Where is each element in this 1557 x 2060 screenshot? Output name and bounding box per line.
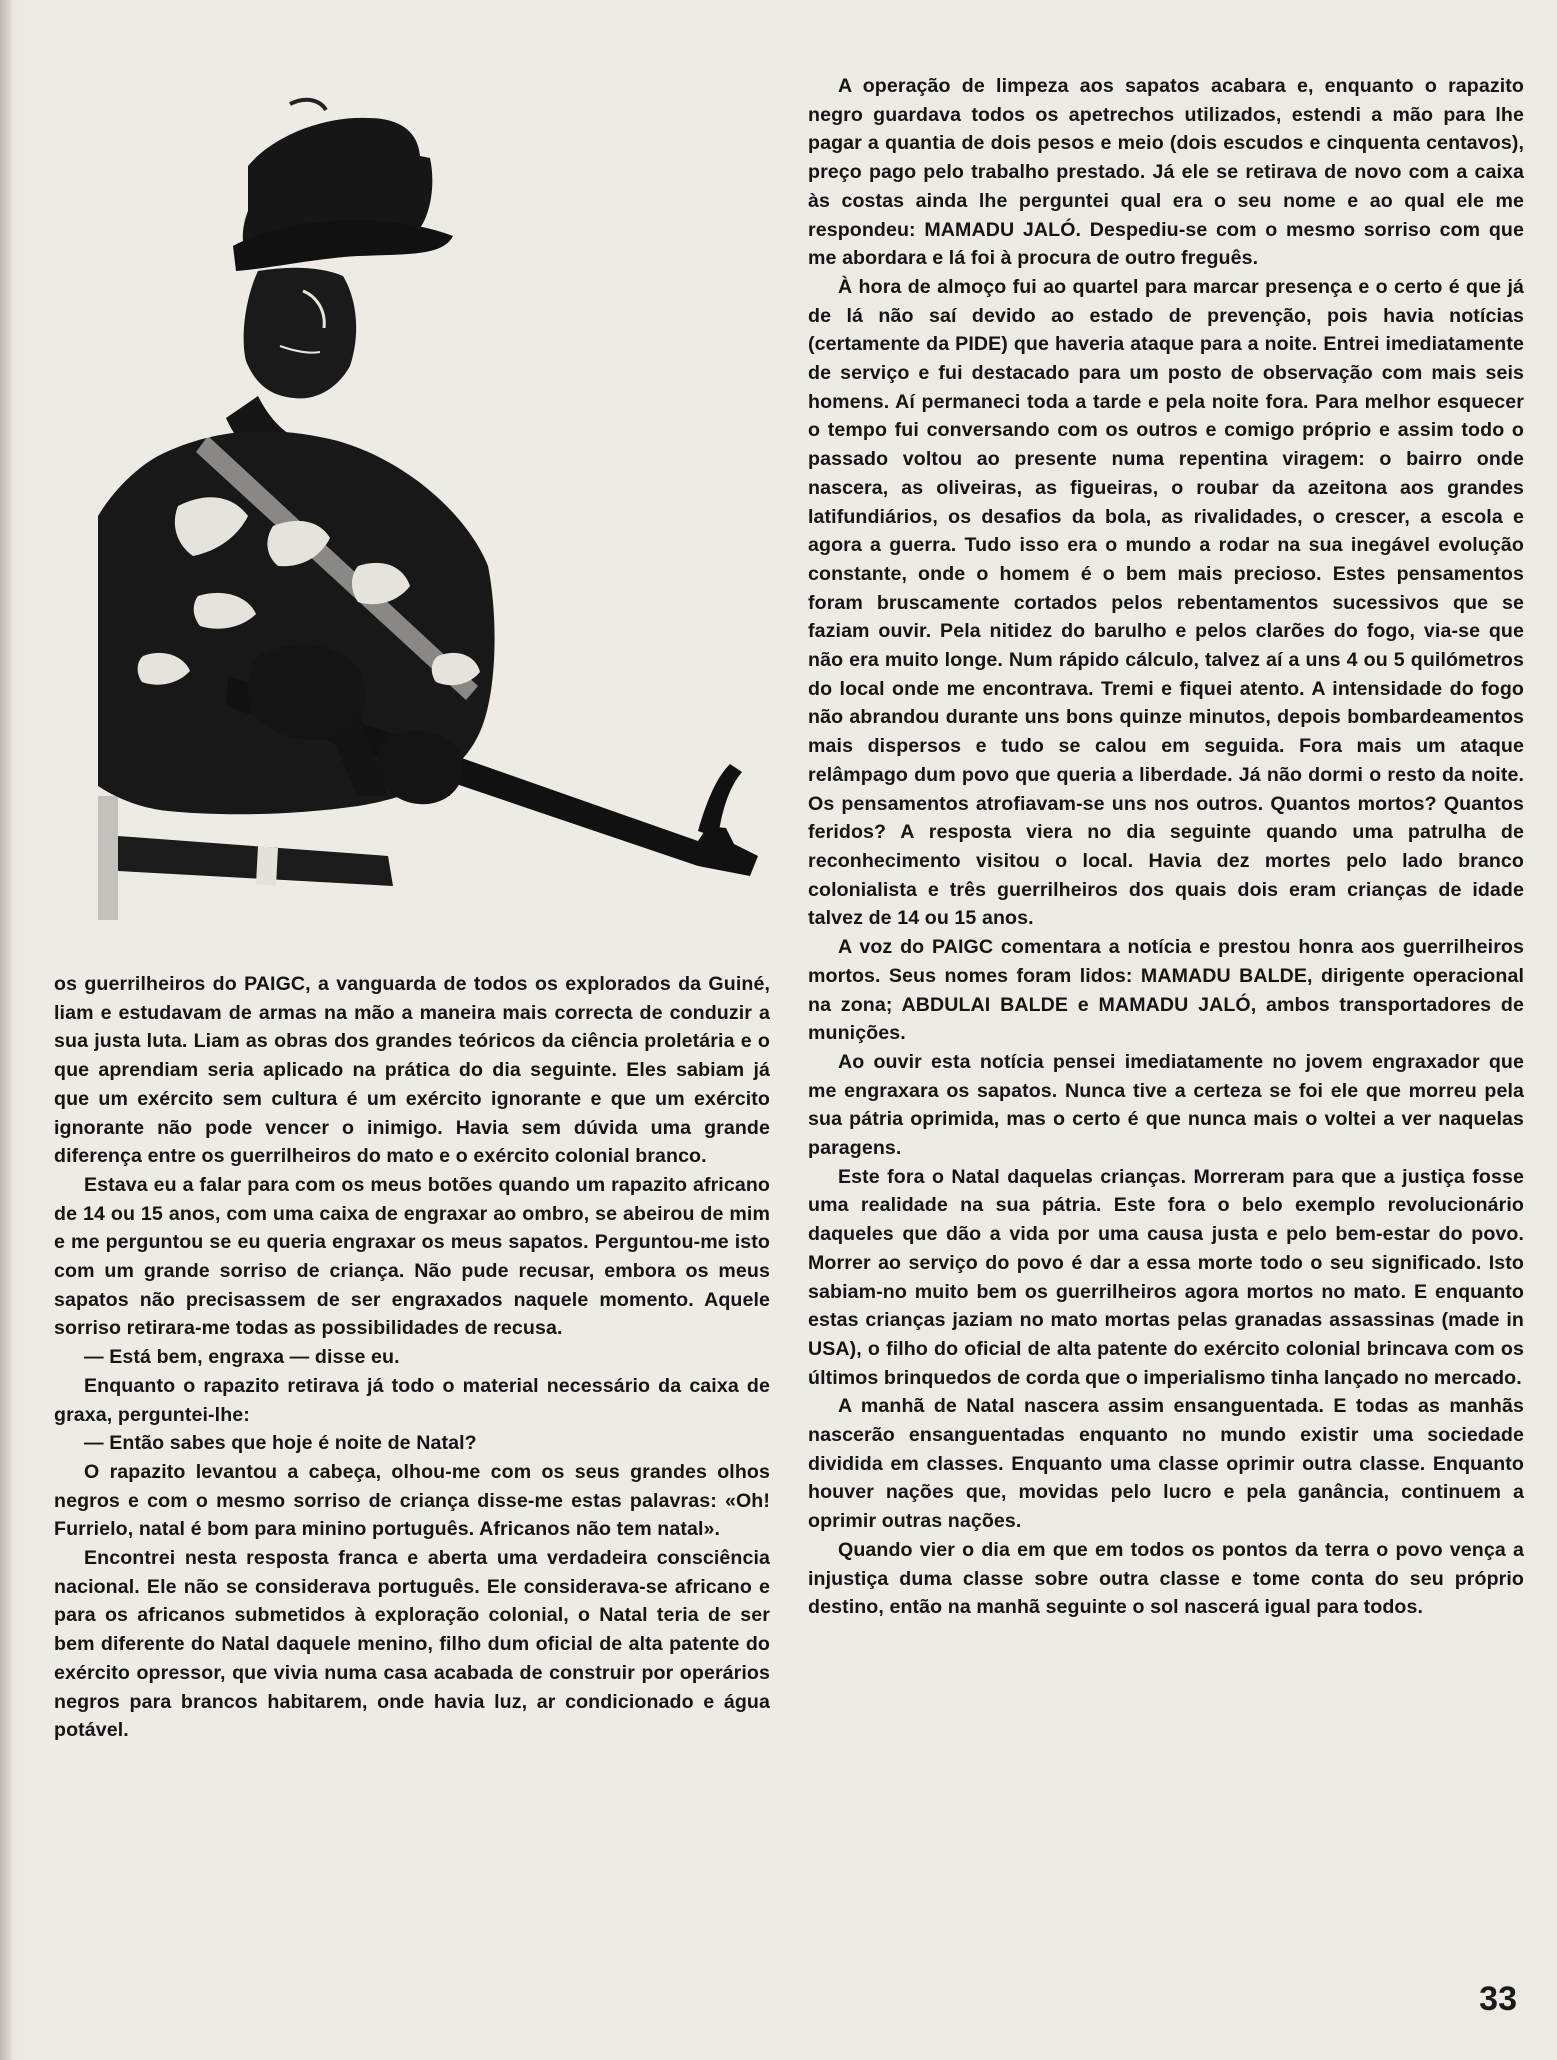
paragraph: Estava eu a falar para com os meus botões quando um rapazito africano de 14 ou 15 anos, com uma caixa de engraxar ao ombro, se abeirou de mim e me perguntou se eu queria engraxar os meus sapatos. Perguntou-me isto com um grande sorriso de criança. Não pude recusar, embora os meus sapatos não precisassem de ser engraxados naquele momento. Aquele sorriso retirara-me todas as possibilidades de recusa. (54, 1173, 770, 1340)
paragraph: Ao ouvir esta notícia pensei imediatamente no jovem engraxador que me engraxara os sapatos. Nunca tive a certeza se foi ele que morreu pela sua pátria oprimida, mas o certo é que nunca mais o voltei a ver naquelas paragens. (808, 1050, 1524, 1160)
paragraph: Encontrei nesta resposta franca e aberta uma verdadeira consciência nacional. Ele não se considerava português. Ele considerava-se africano e para os africanos submetidos à exploração colonial, o Natal teria de ser bem diferente do Natal daquele menino, filho dum oficial de alta patente do exército opressor, que vivia numa casa acabada de construir por operários negros para brancos habitarem, onde havia luz, ar condicionado e água potável. (54, 1547, 770, 1742)
paragraph: A manhã de Natal nascera assim ensanguentada. E todas as manhãs nascerão ensanguentadas enquanto no mundo existir uma sociedade dividida em classes. Enquanto uma classe oprimir outra classe. Enquanto houver nações que, movidas pelo lucro e pela ganância, continuem a oprimir outras nações. (808, 1395, 1524, 1533)
paragraph: Enquanto o rapazito retirava já todo o material necessário da caixa de graxa, perguntei-lhe: (54, 1374, 770, 1426)
dialogue-line: — Então sabes que hoje é noite de Natal? (84, 1432, 477, 1455)
paragraph: À hora de almoço fui ao quartel para marcar presença e o certo é que já de lá não saí devido ao estado de prevenção, pois havia notícias (certamente da PIDE) que haveria ataque para a noite. Entrei imediatamente de serviço e fui destacado para um posto de observação com mais seis homens. Aí permaneci toda a tarde e pela noite fora. Para melhor esquecer o tempo fui conversando com os outros e comigo próprio e assim todo o passado voltou ao presente numa repentina viragem: o bairro onde nascera, as oliveiras, as figueiras, o roubar da azeitona aos grandes latifundiários, os desafios da bola, as rivalidades, o crescer, a escola e agora a guerra. Tudo isso era o mundo a rodar na sua inegável evolução constante, onde o homem é o bem mais precioso. Estes pensamentos foram bruscamente cortados pelos rebentamentos sucessivos que se faziam ouvir. Pela nitidez do barulho e pelos clarões do fogo, via-se que não era muito longe. Num rápido cálculo, talvez aí a uns 4 ou 5 quilómetros do local onde me encontrava. Tremi e fiquei atento. A intensidade do fogo não abrandou durante uns bons quinze minutos, depois bombardeamentos mais dispersos e tudo se calou em seguida. Fora mais um ataque relâmpago dum povo que queria a liberdade. Já não dormi o resto da noite. Os pensamentos atrofiavam-se uns nos outros. Quantos mortos? Quantos feridos? A resposta viera no dia seguinte quando uma patrulha de reconhecimento visitou o local. Havia dez mortes pelo lado branco colonialista e três guerrilheiros dos quais dois eram crianças de idade talvez de 14 ou 15 anos. (808, 275, 1524, 930)
guerrilla-soldier-with-rifle-illustration (58, 96, 770, 920)
dialogue-line: — Está bem, engraxa — disse eu. (84, 1346, 400, 1369)
paragraph: O rapazito levantou a cabeça, olhou-me com os seus grandes olhos negros e com o mesmo sorriso de criança disse-me estas palavras: «Oh! Furrielo, natal é bom para minino português. Africanos não tem natal». (54, 1460, 770, 1541)
paragraph: Quando vier o dia em que em todos os pontos da terra o povo vença a injustiça duma classe sobre outra classe e tome conta do seu próprio destino, então na manhã seguinte o sol nascerá igual para todos. (808, 1538, 1524, 1619)
page-number: 33 (1479, 1980, 1517, 2018)
paragraph: A operação de limpeza aos sapatos acabara e, enquanto o rapazito negro guardava todos os apetrechos utilizados, estendi a mão para lhe pagar a quantia de dois pesos e meio (dois escudos e cinquenta centavos), preço pago pelo trabalho prestado. Já ele se retirava de novo com a caixa às costas ainda lhe perguntei qual era o seu nome e ao qual ele me respondeu: MAMADU JALÓ. Despediu-se com o mesmo sorriso com que me abordara e lá foi à procura de outro freguês. (808, 75, 1524, 270)
paragraph: Este fora o Natal daquelas crianças. Morreram para que a justiça fosse uma realidade na sua pátria. Este fora o belo exemplo revolucionário daqueles que dão a vida por uma causa justa e pelo bem-estar do povo. Morrer ao serviço do povo é dar a essa morte todo o seu significado. Isto sabiam-no muito bem os guerrilheiros agora mortos no mato. E enquanto estas crianças jaziam no mato mortas pelas granadas assassinas (made in USA), o filho do oficial de alta patente do exército colonial brincava com os últimos brinquedos de corda que o imperialismo tinha lançado no mercado. (808, 1165, 1524, 1389)
paragraph: A voz do PAIGC comentara a notícia e prestou honra aos guerrilheiros mortos. Seus nomes foram lidos: MAMADU BALDE, dirigente operacional na zona; ABDULAI BALDE e MAMADU JALÓ, ambos transportadores de munições. (808, 936, 1524, 1045)
guerrilla-soldier-illustration (58, 96, 770, 920)
page-spine-shadow (0, 0, 12, 2060)
paragraph: os guerrilheiros do PAIGC, a vanguarda de todos os explorados da Guiné, liam e estudavam de armas na mão a maneira mais correcta de conduzir a sua justa luta. Liam as obras dos grandes teóricos da ciência proletária e o que aprendiam seria aplicado na prática do dia seguinte. Eles sabiam já que um exército sem cultura é um exército ignorante e que um exército ignorante não pode vencer o inimigo. Havia sem dúvida uma grande diferença entre os guerrilheiros do mato e o exército colonial branco. (54, 973, 770, 1168)
article-left-column (54, 970, 770, 1745)
article-right-column (808, 72, 1524, 1622)
